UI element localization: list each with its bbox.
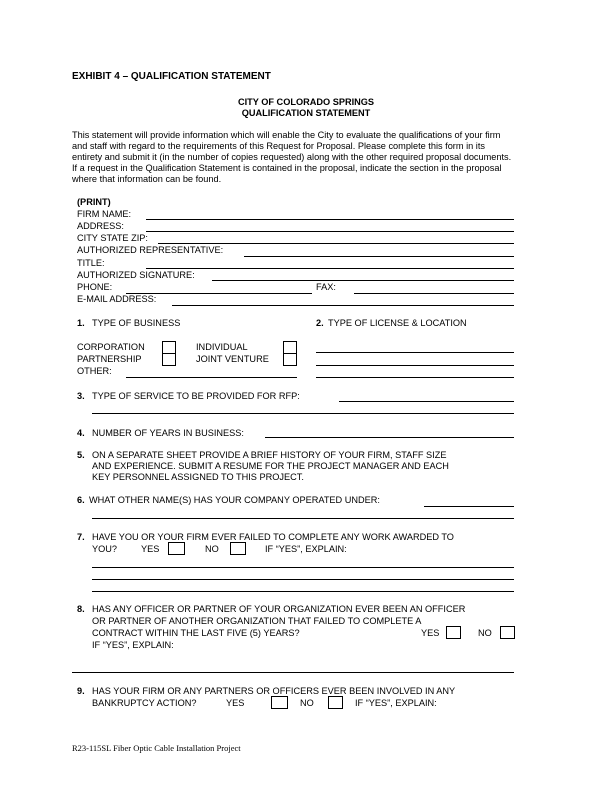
q8-explain-field[interactable]	[72, 672, 514, 673]
q7-number: 7.	[77, 532, 85, 542]
q9-yes-checkbox[interactable]	[271, 696, 288, 709]
q7-explain-field-3[interactable]	[92, 591, 514, 592]
print-label: (PRINT)	[77, 197, 111, 207]
other-field[interactable]	[126, 377, 297, 378]
city-state-zip-label: CITY STATE ZIP:	[77, 233, 148, 243]
title-label: TITLE:	[77, 258, 105, 268]
q7-no-label: NO	[205, 544, 219, 554]
q1-text: TYPE OF BUSINESS	[92, 318, 181, 328]
corporation-label: CORPORATION	[77, 342, 145, 352]
q8-yes-checkbox[interactable]	[446, 626, 461, 639]
q9-yes-label: YES	[226, 698, 245, 708]
q8-line-2: OR PARTNER OF ANOTHER ORGANIZATION THAT FAILED TO COMPLETE A	[92, 616, 422, 626]
intro-line-3: entirety and submit it (in the number of copies requested) along with the other required proposal documents.	[72, 152, 512, 162]
joint-venture-label: JOINT VENTURE	[196, 354, 269, 364]
other-label: OTHER:	[77, 366, 112, 376]
exhibit-title: EXHIBIT 4 – QUALIFICATION STATEMENT	[72, 71, 271, 82]
q5-number: 5.	[77, 450, 85, 460]
firm-name-field[interactable]	[146, 219, 514, 220]
q2-text: TYPE OF LICENSE & LOCATION	[328, 318, 467, 328]
service-field-1[interactable]	[339, 401, 514, 402]
authorized-rep-field[interactable]	[244, 256, 514, 257]
q6-text: WHAT OTHER NAME(S) HAS YOUR COMPANY OPERATED UNDER:	[89, 495, 380, 505]
phone-label: PHONE:	[77, 282, 113, 292]
header-statement: QUALIFICATION STATEMENT	[241, 108, 371, 118]
q3-text: TYPE OF SERVICE TO BE PROVIDED FOR RFP:	[92, 391, 300, 401]
email-label: E-MAIL ADDRESS:	[77, 294, 157, 304]
q9-no-label: NO	[300, 698, 314, 708]
fax-field[interactable]	[354, 293, 514, 294]
q8-line-3: CONTRACT WITHIN THE LAST FIVE (5) YEARS?	[92, 628, 300, 638]
other-names-field-2[interactable]	[92, 518, 514, 519]
intro-line-1: This statement will provide information which will enable the City to evaluate the qualifications of your firm	[72, 130, 501, 140]
q9-number: 9.	[77, 686, 85, 696]
individual-label: INDIVIDUAL	[196, 342, 248, 352]
years-field[interactable]	[265, 437, 514, 438]
q1-number: 1.	[77, 318, 85, 328]
q7-explain-field-2[interactable]	[92, 579, 514, 580]
partnership-label: PARTNERSHIP	[77, 354, 142, 364]
authorized-sig-field[interactable]	[212, 280, 514, 281]
q3-number: 3.	[77, 391, 85, 401]
joint-venture-checkbox[interactable]	[283, 353, 297, 366]
q8-no-label: NO	[478, 628, 492, 638]
city-state-zip-field[interactable]	[158, 243, 514, 244]
address-field[interactable]	[146, 231, 514, 232]
q9-line-1: HAS YOUR FIRM OR ANY PARTNERS OR OFFICERS EVER BEEN INVOLVED IN ANY	[92, 686, 456, 696]
email-field[interactable]	[172, 305, 514, 306]
q7-explain-field-1[interactable]	[92, 567, 514, 568]
q8-yes-label: YES	[421, 628, 440, 638]
q7-yes-label: YES	[141, 544, 160, 554]
intro-line-2: and staff with regard to the requirements of this Request for Proposal. Please complete this form in its	[72, 141, 485, 151]
q4-text: NUMBER OF YEARS IN BUSINESS:	[92, 428, 244, 438]
q8-number: 8.	[77, 604, 85, 614]
q7-explain: IF “YES”, EXPLAIN:	[265, 544, 347, 554]
q8-no-checkbox[interactable]	[500, 626, 515, 639]
q6-number: 6.	[77, 495, 85, 505]
partnership-checkbox[interactable]	[162, 353, 176, 366]
authorized-rep-label: AUTHORIZED REPRESENTATIVE:	[77, 245, 224, 255]
authorized-sig-label: AUTHORIZED SIGNATURE:	[77, 270, 195, 280]
q7-you: YOU?	[92, 544, 118, 554]
other-names-field-1[interactable]	[424, 506, 514, 507]
footer-project: R23-115SL Fiber Optic Cable Installation Project	[72, 743, 241, 753]
q7-line-1: HAVE YOU OR YOUR FIRM EVER FAILED TO COMPLETE ANY WORK AWARDED TO	[92, 532, 454, 542]
license-field-3[interactable]	[316, 377, 514, 378]
q8-line-1: HAS ANY OFFICER OR PARTNER OF YOUR ORGANIZATION EVER BEEN AN OFFICER	[92, 604, 466, 614]
fax-label: FAX:	[316, 282, 336, 292]
q8-explain: IF “YES”, EXPLAIN:	[92, 640, 174, 650]
q9-explain: IF “YES”, EXPLAIN:	[355, 698, 437, 708]
q9-line-2: BANKRUPTCY ACTION?	[92, 698, 197, 708]
q5-line-2: AND EXPERIENCE. SUBMIT A RESUME FOR THE PROJECT MANAGER AND EACH	[92, 461, 449, 471]
q5-line-3: KEY PERSONNEL ASSIGNED TO THIS PROJECT.	[92, 472, 304, 482]
q9-no-checkbox[interactable]	[328, 696, 343, 709]
q4-number: 4.	[77, 428, 85, 438]
intro-line-4: If a request in the Qualification Statement is contained in the proposal, indicate the section in the proposal	[72, 163, 502, 173]
firm-name-label: FIRM NAME:	[77, 209, 132, 219]
intro-line-5: where that information can be found.	[72, 174, 222, 184]
title-field[interactable]	[146, 268, 514, 269]
address-label: ADDRESS:	[77, 221, 124, 231]
q7-no-checkbox[interactable]	[230, 542, 246, 555]
q5-line-1: ON A SEPARATE SHEET PROVIDE A BRIEF HISTORY OF YOUR FIRM, STAFF SIZE	[92, 450, 447, 460]
q7-yes-checkbox[interactable]	[168, 542, 185, 555]
service-field-2[interactable]	[92, 413, 514, 414]
header-city: CITY OF COLORADO SPRINGS	[237, 97, 375, 107]
license-field-2[interactable]	[316, 365, 514, 366]
q2-number: 2.	[316, 318, 324, 328]
license-field-1[interactable]	[316, 352, 514, 353]
